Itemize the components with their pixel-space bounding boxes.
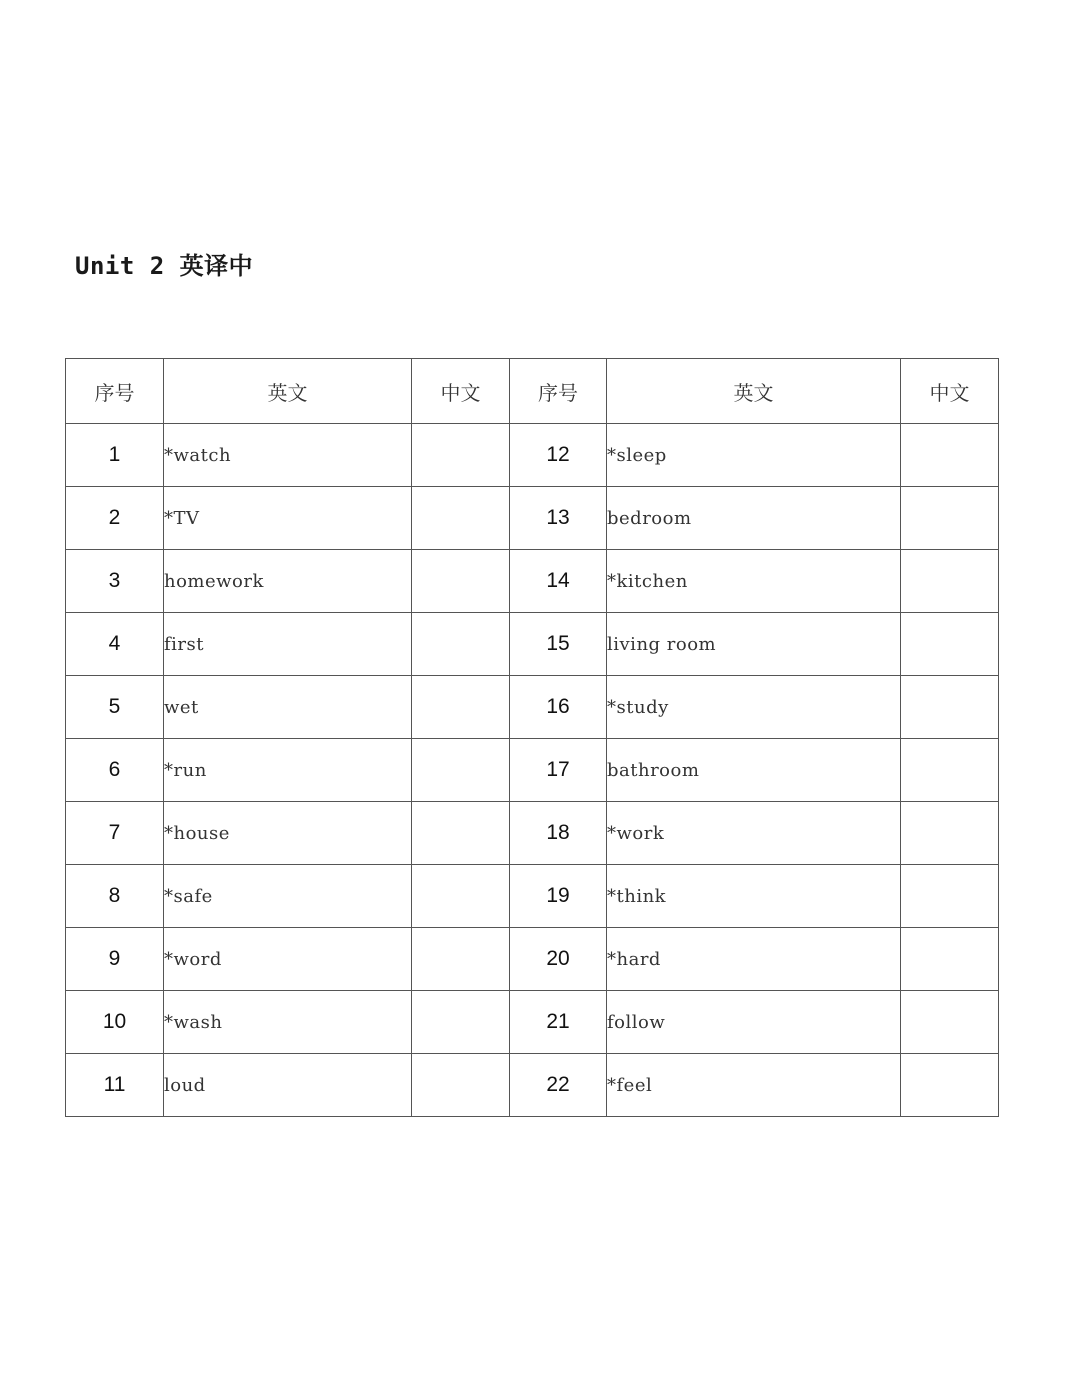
english-word: bedroom <box>607 487 901 550</box>
chinese-answer-cell[interactable] <box>901 928 999 991</box>
header-english-left: 英文 <box>164 359 412 424</box>
chinese-answer-cell[interactable] <box>901 739 999 802</box>
row-number: 10 <box>66 991 164 1054</box>
chinese-answer-cell[interactable] <box>412 550 510 613</box>
header-english-right: 英文 <box>607 359 901 424</box>
page-title: Unit 2 英译中 <box>75 252 254 280</box>
table-row <box>66 1054 999 1117</box>
chinese-answer-cell[interactable] <box>412 739 510 802</box>
english-word: *kitchen <box>607 550 901 613</box>
english-word: *feel <box>607 1054 901 1117</box>
english-word: bathroom <box>607 739 901 802</box>
chinese-answer-cell[interactable] <box>412 928 510 991</box>
english-word: living room <box>607 613 901 676</box>
table-row <box>66 676 999 739</box>
row-number: 1 <box>66 424 164 487</box>
chinese-answer-cell[interactable] <box>412 1054 510 1117</box>
english-word: *wash <box>164 991 412 1054</box>
english-word: *run <box>164 739 412 802</box>
chinese-answer-cell[interactable] <box>412 676 510 739</box>
table-row <box>66 613 999 676</box>
row-number: 17 <box>510 739 607 802</box>
chinese-answer-cell[interactable] <box>901 676 999 739</box>
chinese-answer-cell[interactable] <box>412 802 510 865</box>
table-row <box>66 865 999 928</box>
row-number: 6 <box>66 739 164 802</box>
chinese-answer-cell[interactable] <box>901 1054 999 1117</box>
table-row <box>66 802 999 865</box>
row-number: 4 <box>66 613 164 676</box>
chinese-answer-cell[interactable] <box>412 487 510 550</box>
chinese-answer-cell[interactable] <box>901 550 999 613</box>
english-word: *study <box>607 676 901 739</box>
chinese-answer-cell[interactable] <box>901 991 999 1054</box>
table-row <box>66 928 999 991</box>
table-row <box>66 424 999 487</box>
row-number: 3 <box>66 550 164 613</box>
chinese-answer-cell[interactable] <box>901 802 999 865</box>
english-word: *watch <box>164 424 412 487</box>
chinese-answer-cell[interactable] <box>412 865 510 928</box>
english-word: homework <box>164 550 412 613</box>
chinese-answer-cell[interactable] <box>412 991 510 1054</box>
english-word: *TV <box>164 487 412 550</box>
row-number: 16 <box>510 676 607 739</box>
header-chinese-right: 中文 <box>901 359 999 424</box>
row-number: 8 <box>66 865 164 928</box>
row-number: 11 <box>66 1054 164 1117</box>
header-chinese-left: 中文 <box>412 359 510 424</box>
header-number-left: 序号 <box>66 359 164 424</box>
chinese-answer-cell[interactable] <box>901 865 999 928</box>
row-number: 19 <box>510 865 607 928</box>
row-number: 12 <box>510 424 607 487</box>
table-row <box>66 991 999 1054</box>
english-word: *work <box>607 802 901 865</box>
row-number: 15 <box>510 613 607 676</box>
chinese-answer-cell[interactable] <box>412 424 510 487</box>
english-word: *safe <box>164 865 412 928</box>
english-word: first <box>164 613 412 676</box>
english-word: *hard <box>607 928 901 991</box>
english-word: follow <box>607 991 901 1054</box>
row-number: 20 <box>510 928 607 991</box>
english-word: *sleep <box>607 424 901 487</box>
english-word: *think <box>607 865 901 928</box>
chinese-answer-cell[interactable] <box>412 613 510 676</box>
header-number-right: 序号 <box>510 359 607 424</box>
row-number: 21 <box>510 991 607 1054</box>
english-word: *house <box>164 802 412 865</box>
table-header-row <box>66 359 999 424</box>
chinese-answer-cell[interactable] <box>901 487 999 550</box>
row-number: 18 <box>510 802 607 865</box>
english-word: loud <box>164 1054 412 1117</box>
table-row <box>66 487 999 550</box>
row-number: 7 <box>66 802 164 865</box>
row-number: 13 <box>510 487 607 550</box>
english-word: *word <box>164 928 412 991</box>
table-row <box>66 550 999 613</box>
row-number: 14 <box>510 550 607 613</box>
row-number: 2 <box>66 487 164 550</box>
vocabulary-table <box>65 358 999 1117</box>
table-row <box>66 739 999 802</box>
row-number: 22 <box>510 1054 607 1117</box>
english-word: wet <box>164 676 412 739</box>
chinese-answer-cell[interactable] <box>901 424 999 487</box>
row-number: 9 <box>66 928 164 991</box>
row-number: 5 <box>66 676 164 739</box>
chinese-answer-cell[interactable] <box>901 613 999 676</box>
